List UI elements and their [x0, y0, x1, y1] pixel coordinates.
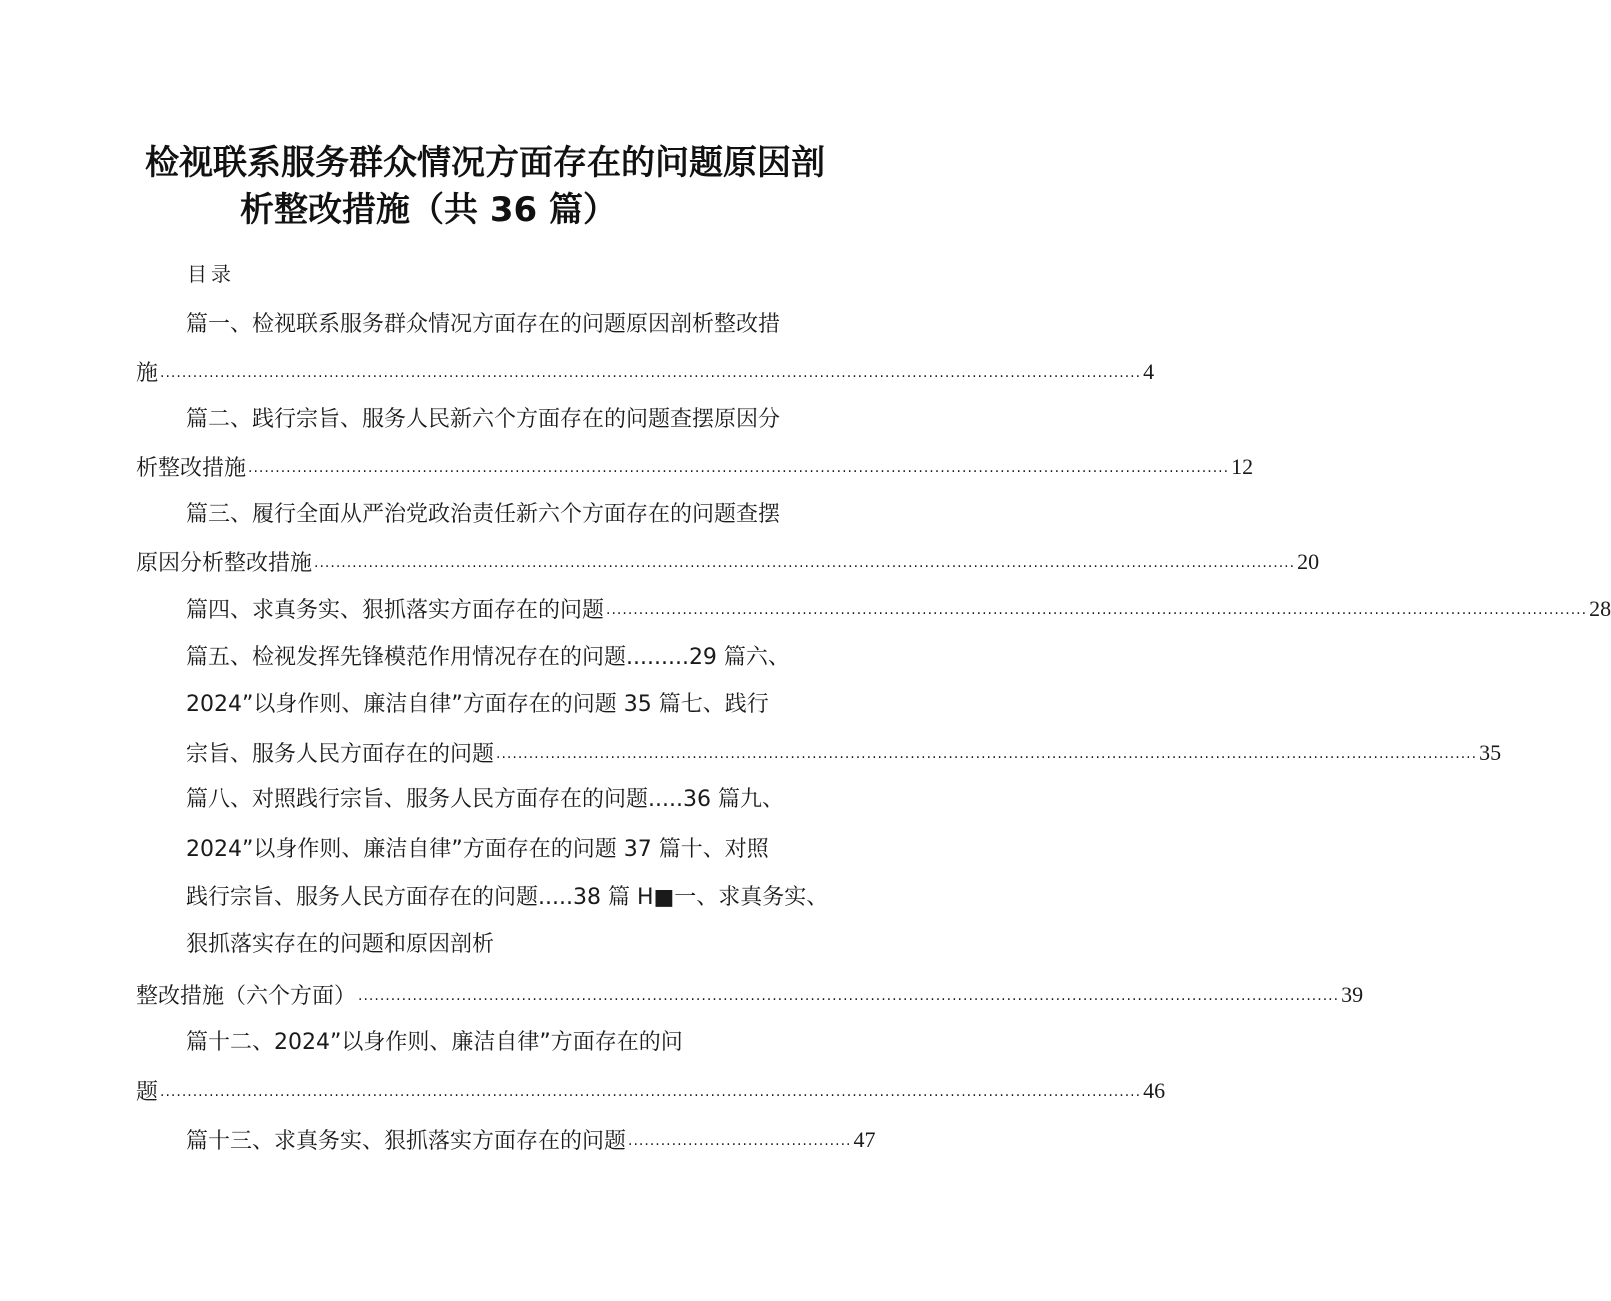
toc-entry-1-line-2: [136, 357, 1155, 387]
toc-line-15: [136, 980, 1364, 1010]
toc-line-18: [186, 1125, 876, 1155]
dot-leader: ....................................................................................................................................................................................: [606, 602, 1588, 618]
toc-page-number: 46: [1143, 1078, 1166, 1103]
toc-line-9: 2024”以身作则、廉洁自律”方面存在的问题 35 篇七、践行: [186, 692, 769, 717]
toc-entry-2-line-2: [136, 452, 1254, 482]
document-title-line-1: 检视联系服务群众情况方面存在的问题原因剖: [145, 143, 825, 183]
dot-leader: ....................................................................................................................................................................................: [160, 1084, 1142, 1100]
toc-page-number: 39: [1341, 982, 1364, 1007]
toc-entry-text: 原因分析整改措施: [136, 551, 313, 576]
toc-entry-3-line-2: [136, 547, 1320, 577]
toc-line-16: 篇十二、2024”以身作则、廉洁自律”方面存在的问: [186, 1030, 683, 1055]
dot-leader: .........................................: [628, 1133, 852, 1149]
toc-line-12: 2024”以身作则、廉洁自律”方面存在的问题 37 篇十、对照: [186, 837, 769, 862]
toc-entry-text: 整改措施（六个方面）: [136, 984, 357, 1009]
toc-line-11: 篇八、对照践行宗旨、服务人民方面存在的问题.....36 篇九、: [186, 787, 784, 812]
toc-line-17: [136, 1076, 1166, 1106]
toc-entry-text: 篇四、求真务实、狠抓落实方面存在的问题: [186, 598, 605, 623]
toc-line-8: 篇五、检视发挥先锋模范作用情况存在的问题.........29 篇六、: [186, 645, 790, 670]
toc-entry-1-line-1: 篇一、检视联系服务群众情况方面存在的问题原因剖析整改措: [186, 312, 781, 337]
toc-entry-3-line-1: 篇三、履行全面从严治党政治责任新六个方面存在的问题查摆: [186, 502, 781, 527]
toc-page-number: 35: [1479, 740, 1502, 765]
toc-line-10: [186, 738, 1502, 768]
toc-entry-text: 析整改措施: [136, 456, 247, 481]
toc-entry-text: 施: [136, 361, 159, 386]
toc-heading: 目录: [187, 262, 235, 286]
toc-page-number: 20: [1297, 549, 1320, 574]
toc-page-number: 4: [1143, 359, 1155, 384]
toc-line-14: 狠抓落实存在的问题和原因剖析: [186, 932, 495, 957]
document-title-line-2: 析整改措施（共 36 篇）: [240, 190, 617, 230]
toc-entry-4: [186, 594, 1611, 624]
toc-page-number: 47: [853, 1127, 876, 1152]
dot-leader: ....................................................................................................................................................................................: [314, 555, 1296, 571]
toc-entry-text: 宗旨、服务人民方面存在的问题: [186, 742, 495, 767]
toc-entry-2-line-1: 篇二、践行宗旨、服务人民新六个方面存在的问题查摆原因分: [186, 407, 781, 432]
dot-leader: ....................................................................................................................................................................................: [248, 460, 1230, 476]
dot-leader: ....................................................................................................................................................................................: [160, 365, 1142, 381]
dot-leader: ....................................................................................................................................................................................: [358, 988, 1340, 1004]
toc-entry-text: 篇十三、求真务实、狠抓落实方面存在的问题: [186, 1129, 627, 1154]
toc-line-13: 践行宗旨、服务人民方面存在的问题.....38 篇 H■一、求真务实、: [186, 885, 829, 910]
toc-page-number: 12: [1231, 454, 1254, 479]
toc-entry-text: 题: [136, 1080, 159, 1105]
dot-leader: ....................................................................................................................................................................................: [496, 746, 1478, 762]
toc-page-number: 28: [1589, 596, 1611, 621]
